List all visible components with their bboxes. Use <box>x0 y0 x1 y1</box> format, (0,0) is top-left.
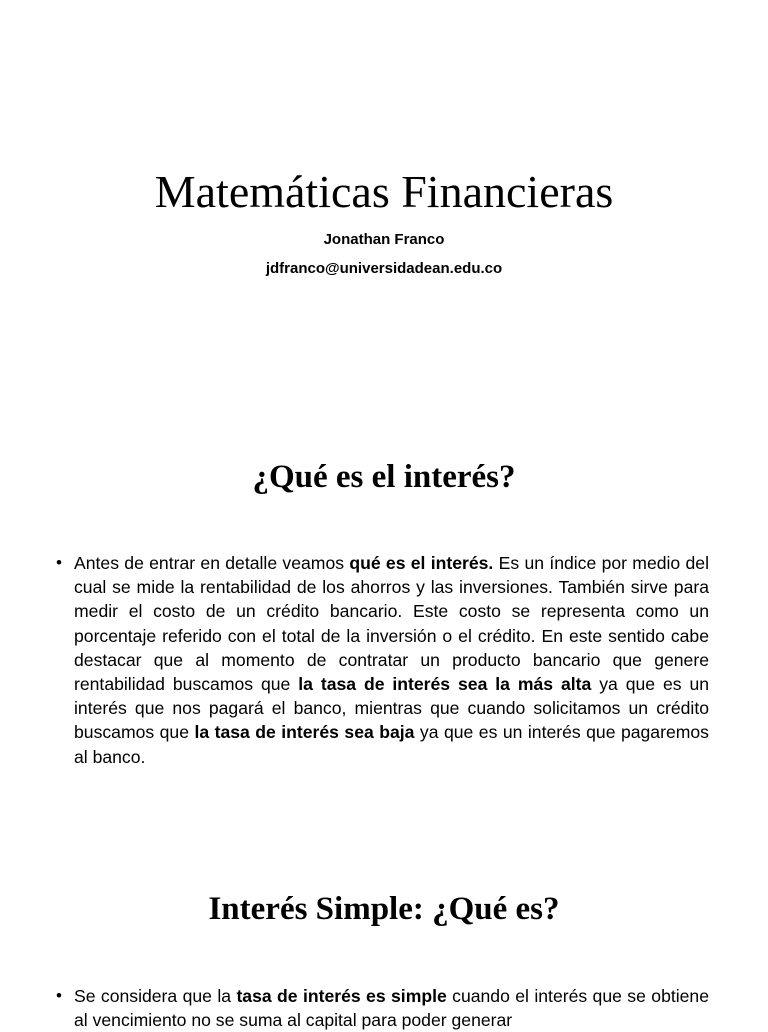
bold-text-run: la tasa de interés sea la más alta <box>298 674 592 695</box>
text-run: ya que es un interés que nos pagará el banco, mientras que cuando solicitamos un crédito buscamos que <box>74 674 710 743</box>
bullet-paragraph <box>74 984 709 1032</box>
text-run: ya que es un interés que pagaremos al banco. <box>74 722 709 767</box>
bold-text-run: tasa de interés es simple <box>236 986 447 1006</box>
text-run: cuando el interés que se obtiene al vencimiento no se suma al capital para poder generar <box>74 986 709 1031</box>
section-heading-interes: ¿Qué es el interés? <box>252 459 516 495</box>
bold-text-run: la tasa de interés sea baja <box>194 722 415 743</box>
bullet-paragraph <box>74 551 709 769</box>
author-email: jdfranco@universidadean.edu.co <box>265 260 503 277</box>
bold-text-run: qué es el interés. <box>349 553 494 573</box>
bullet-item-interes <box>56 551 709 769</box>
bullet-icon: • <box>56 986 62 1005</box>
bullet-item-interes-simple <box>56 984 709 1032</box>
text-run: Es un índice por medio del cual se mide la rentabilidad de los ahorros y las inversiones. También sirve para medir el costo de un crédito bancario. Este costo se representa como un porcentaje referido con el total de la inversión o el crédito. En este sentido cabe destacar que al momento de contratar un producto bancario que genere rentabilidad buscamos que <box>74 553 709 695</box>
author-name: Jonathan Franco <box>323 231 445 248</box>
section-heading-interes-simple: Interés Simple: ¿Qué es? <box>208 891 560 927</box>
bullet-icon: • <box>56 553 62 572</box>
text-run: Antes de entrar en detalle veamos <box>74 553 350 573</box>
text-run: Se considera que la <box>74 986 237 1006</box>
document-title: Matemáticas Financieras <box>154 166 614 217</box>
